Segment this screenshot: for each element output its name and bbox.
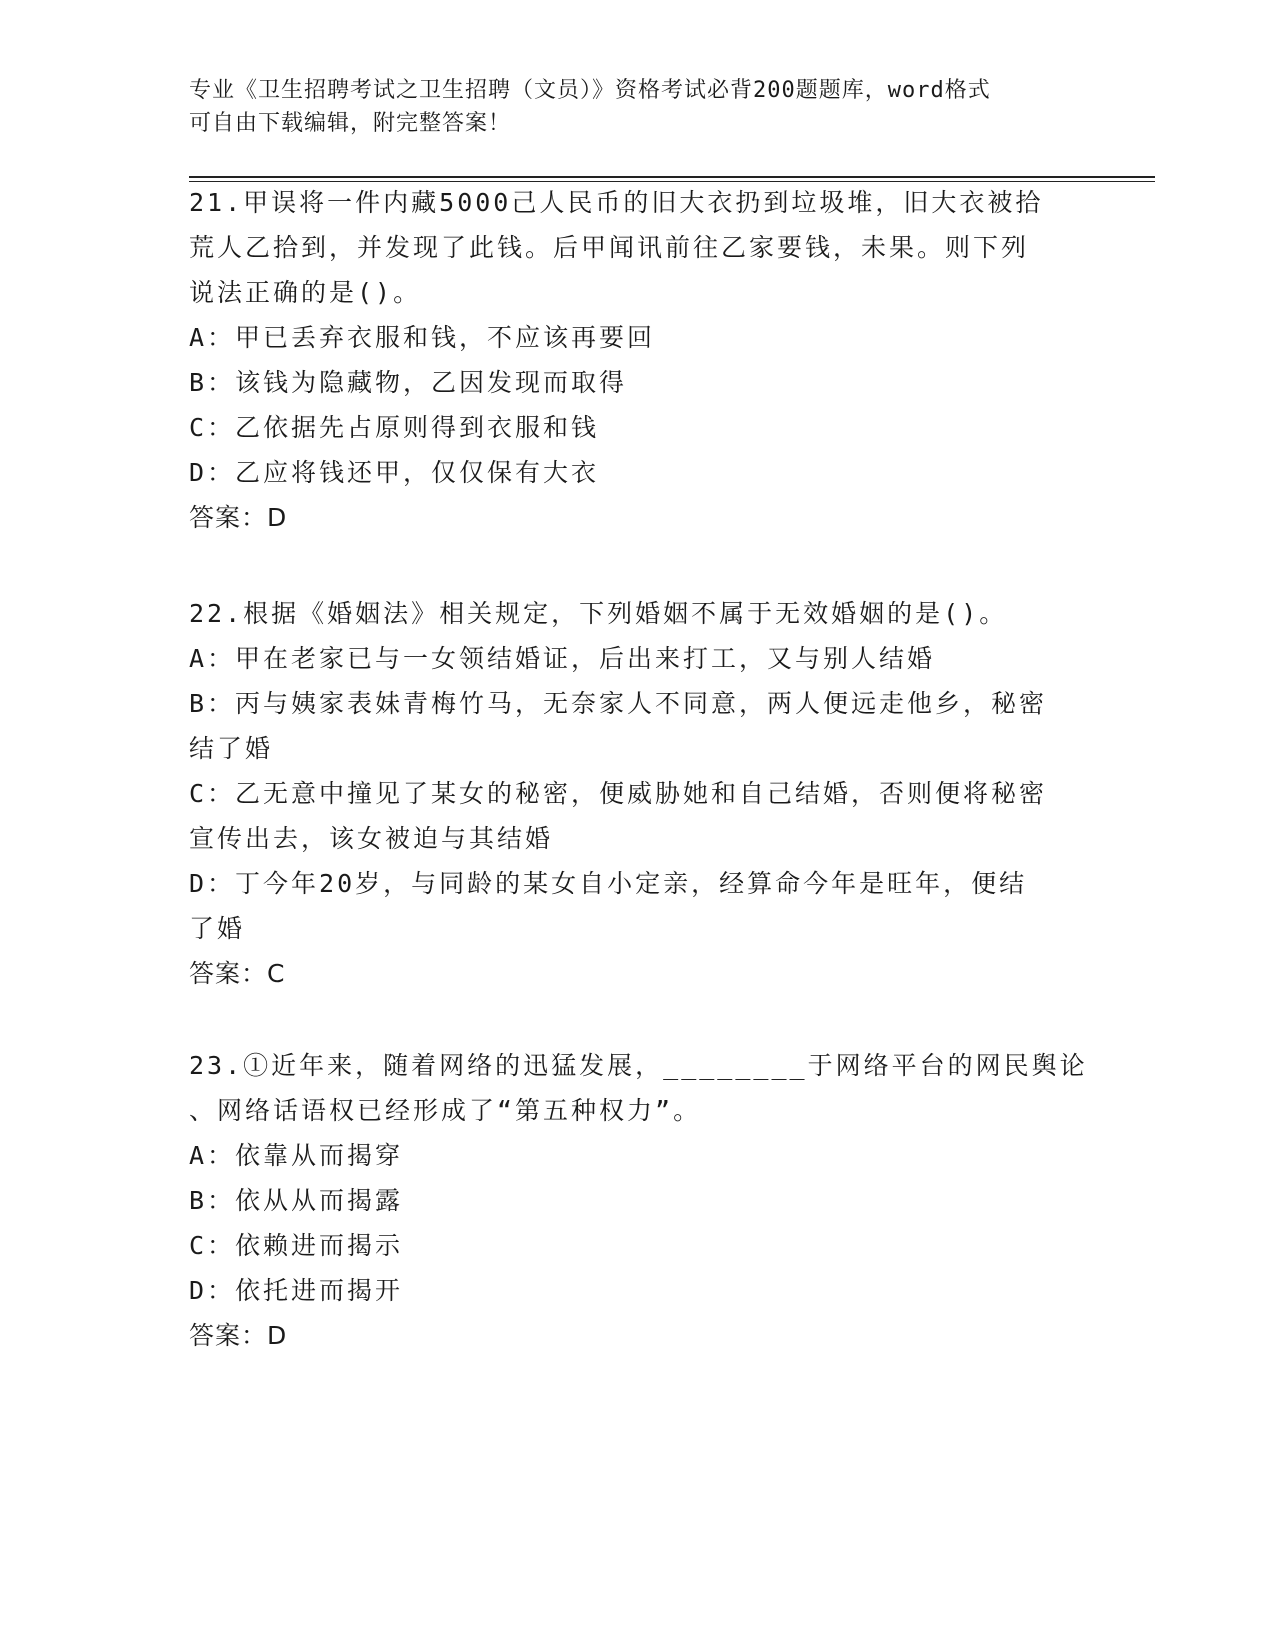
question-stem-line: 22.根据《婚姻法》相关规定，下列婚姻不属于无效婚姻的是()。 xyxy=(189,599,1008,628)
question-23 xyxy=(189,1043,1088,1358)
option-c-continuation: 宣传出去，该女被迫与其结婚 xyxy=(189,824,554,853)
header-line-1: 专业《卫生招聘考试之卫生招聘（文员）》资格考试必背200题题库，word格式 xyxy=(189,78,991,103)
header-divider-thick xyxy=(189,176,1155,178)
option-d: D：乙应将钱还甲，仅仅保有大衣 xyxy=(189,458,600,487)
question-stem-line: 23.①近年来，随着网络的迅猛发展，________于网络平台的网民舆论 xyxy=(189,1051,1088,1080)
option-b-continuation: 结了婚 xyxy=(189,734,274,763)
option-a: A：依靠从而揭穿 xyxy=(189,1141,404,1170)
answer: 答案：C xyxy=(189,959,286,988)
question-stem-line: 、网络话语权已经形成了“第五种权力”。 xyxy=(189,1096,702,1125)
option-c: C：依赖进而揭示 xyxy=(189,1231,404,1260)
option-c: C：乙依据先占原则得到衣服和钱 xyxy=(189,413,600,442)
question-stem-line: 荒人乙拾到，并发现了此钱。后甲闻讯前往乙家要钱，未果。则下列 xyxy=(189,233,1030,262)
option-a: A：甲在老家已与一女领结婚证，后出来打工，又与别人结婚 xyxy=(189,644,936,673)
option-b: B：该钱为隐藏物，乙因发现而取得 xyxy=(189,368,628,397)
question-22 xyxy=(189,591,1069,996)
option-c: C：乙无意中撞见了某女的秘密，便威胁她和自己结婚，否则便将秘密 xyxy=(189,779,1048,808)
option-b: B：依从从而揭露 xyxy=(189,1186,404,1215)
question-stem-line: 说法正确的是()。 xyxy=(189,278,422,307)
answer: 答案：D xyxy=(189,1321,288,1350)
option-d: D：依托进而揭开 xyxy=(189,1276,404,1305)
option-d: D：丁今年20岁，与同龄的某女自小定亲，经算命今年是旺年，便结 xyxy=(189,869,1028,898)
option-d-continuation: 了婚 xyxy=(189,914,246,943)
question-stem-line: 21.甲误将一件内藏5000己人民币的旧大衣扔到垃圾堆，旧大衣被拾 xyxy=(189,188,1044,217)
header-line-2: 可自由下载编辑，附完整答案！ xyxy=(189,111,512,136)
document-header xyxy=(189,74,1069,140)
option-b: B：丙与姨家表妹青梅竹马，无奈家人不同意，两人便远走他乡，秘密 xyxy=(189,689,1048,718)
answer: 答案：D xyxy=(189,503,288,532)
option-a: A：甲已丢弃衣服和钱，不应该再要回 xyxy=(189,323,656,352)
question-21 xyxy=(189,180,1069,540)
